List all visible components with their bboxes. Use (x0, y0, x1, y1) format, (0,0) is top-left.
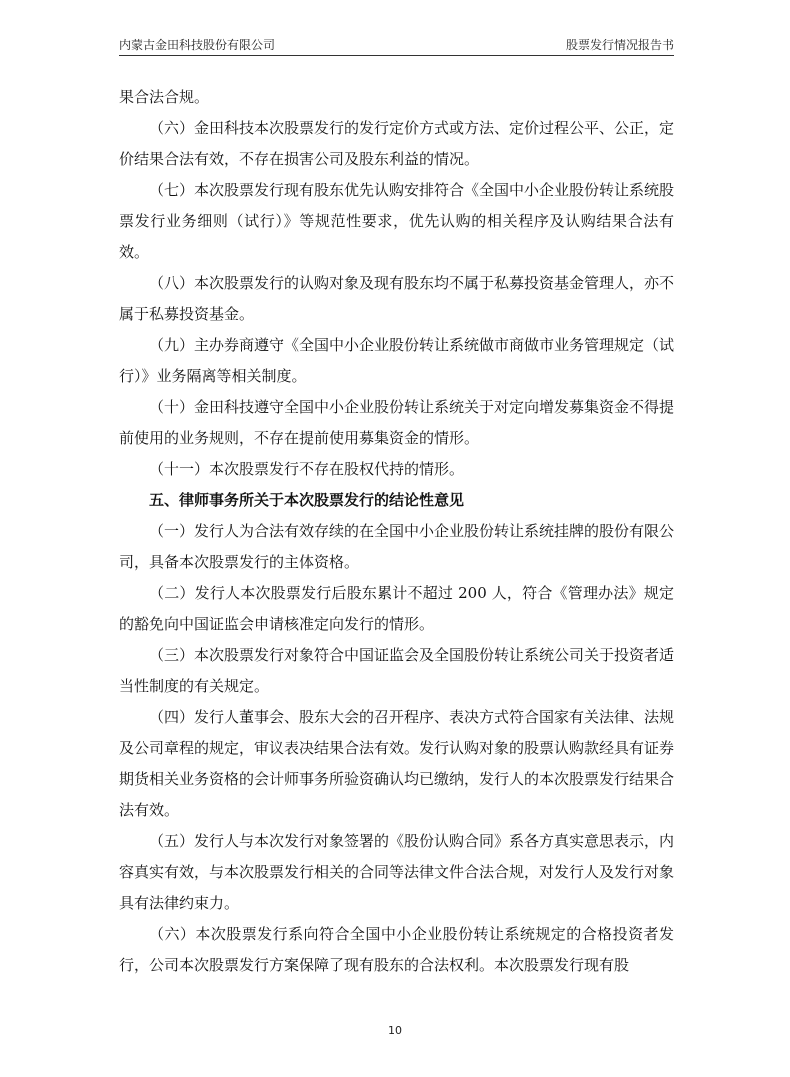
opinion-item-6: （六）本次股票发行系向符合全国中小企业股份转让系统规定的合格投资者发行，公司本次股票发行方案保障了现有股东的合法权利。本次股票发行现有股 (119, 925, 674, 974)
document-body (119, 82, 674, 981)
paragraph-item-7: （七）本次股票发行现有股东优先认购安排符合《全国中小企业股份转让系统股票发行业务细则（试行）》等规范性要求，优先认购的相关程序及认购结果合法有效。 (119, 181, 675, 261)
header-divider (119, 55, 674, 56)
paragraph-item-8: （八）本次股票发行的认购对象及现有股东均不属于私募投资基金管理人，亦不属于私募投资基金。 (119, 274, 675, 323)
paragraph-item-6: （六）金田科技本次股票发行的发行定价方式或方法、定价过程公平、公正，定价结果合法有效，不存在损害公司及股东利益的情况。 (119, 119, 675, 168)
paragraph-item-11: （十一）本次股票发行不存在股权代持的情形。 (149, 460, 465, 478)
paragraph-continued: 果合法合规。 (119, 88, 210, 106)
opinion-item-5: （五）发行人与本次发行对象签署的《股份认购合同》系各方真实意思表示，内容真实有效，与本次股票发行相关的合同等法律文件合法合规，对发行人及发行对象具有法律约束力。 (119, 832, 675, 912)
header-company-name: 内蒙古金田科技股份有限公司 (119, 38, 276, 52)
opinion-item-3: （三）本次股票发行对象符合中国证监会及全国股份转让系统公司关于投资者适当性制度的有关规定。 (119, 646, 675, 695)
opinion-item-2: （二）发行人本次股票发行后股东累计不超过 200 人，符合《管理办法》规定的豁免向中国证监会申请核准定向发行的情形。 (119, 584, 674, 633)
header-document-title: 股票发行情况报告书 (565, 38, 674, 52)
paragraph-item-10: （十）金田科技遵守全国中小企业股份转让系统关于对定向增发募集资金不得提前使用的业务规则，不存在提前使用募集资金的情形。 (119, 398, 675, 447)
page-header (119, 36, 674, 56)
opinion-item-4: （四）发行人董事会、股东大会的召开程序、表决方式符合国家有关法律、法规及公司章程的规定，审议表决结果合法有效。发行认购对象的股票认购款经具有证券期货相关业务资格的会计师事务所验资确认均已缴纳，发行人的本次股票发行结果合法有效。 (119, 708, 675, 819)
page-number: 10 (388, 1024, 402, 1037)
section-heading: 五、律师事务所关于本次股票发行的结论性意见 (149, 491, 465, 509)
paragraph-item-9: （九）主办券商遵守《全国中小企业股份转让系统做市商做市业务管理规定（试行）》业务隔离等相关制度。 (119, 336, 675, 385)
opinion-item-1: （一）发行人为合法有效存续的在全国中小企业股份转让系统挂牌的股份有限公司，具备本次股票发行的主体资格。 (119, 522, 675, 571)
